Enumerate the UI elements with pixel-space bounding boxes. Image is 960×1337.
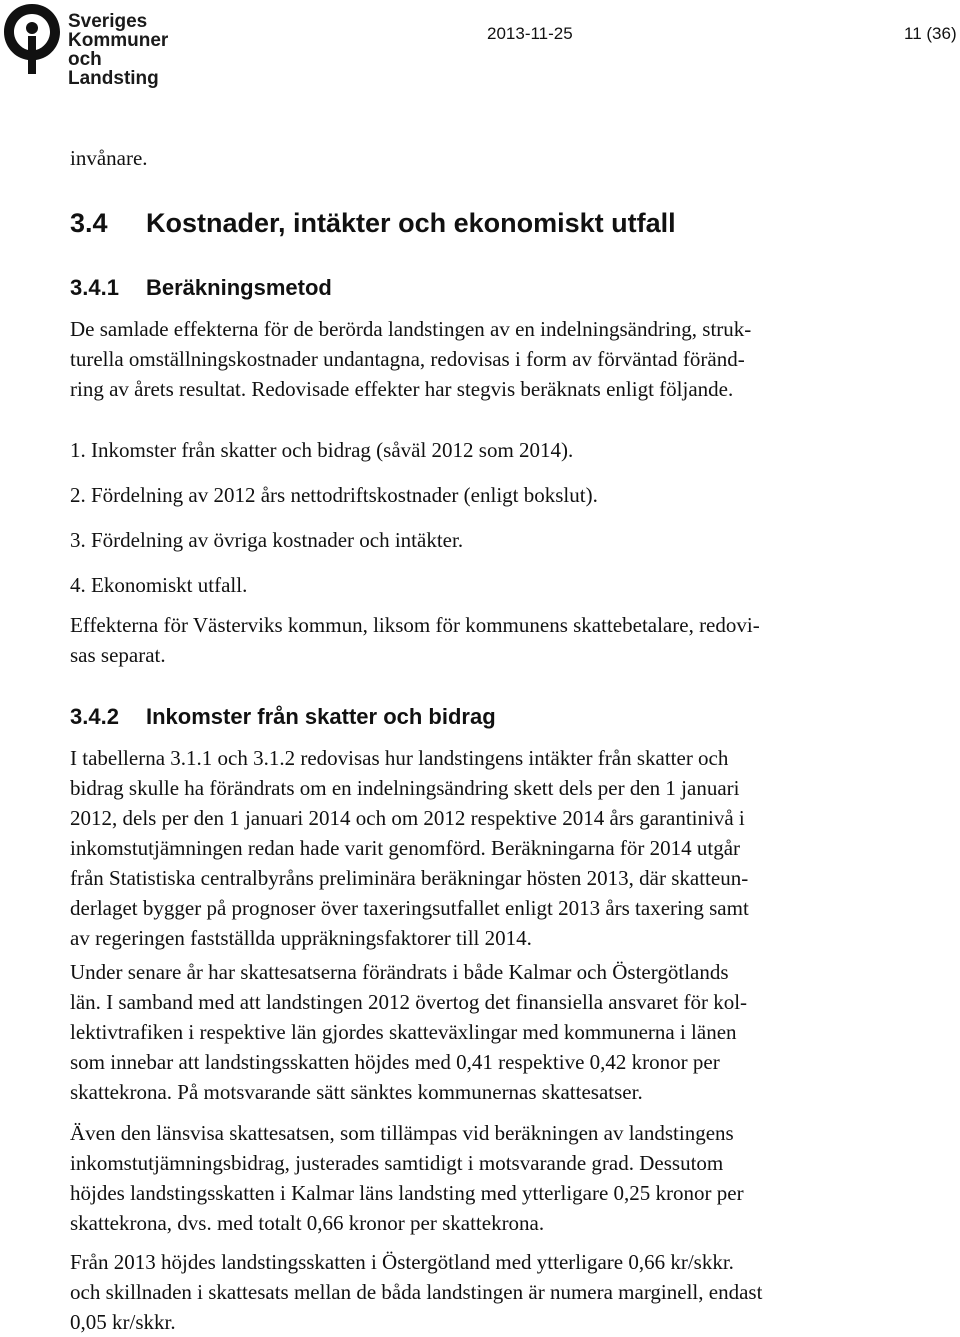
header-date: 2013-11-25 (487, 24, 573, 43)
skl-logo (2, 2, 182, 89)
paragraph-line: Även den länsvisa skattesatsen, som tillämpas vid beräkningen av landstingens (70, 1121, 734, 1145)
paragraph-line: Effekterna för Västerviks kommun, liksom för kommunens skattebetalare, redovi- (70, 613, 760, 637)
subsection-heading-1 (70, 274, 332, 302)
paragraph-line: inkomstutjämningen redan hade varit genomförd. Beräkningarna för 2014 utgår (70, 836, 741, 860)
paragraph-a (70, 743, 900, 953)
steps-list (70, 435, 900, 615)
logo-line-3: och Landsting (68, 49, 159, 89)
paragraph-line: I tabellerna 3.1.1 och 3.1.2 redovisas hur landstingens intäkter från skatter och (70, 746, 729, 770)
paragraph-line: län. I samband med att landstingen 2012 övertog det finansiella ansvaret för kol- (70, 990, 748, 1014)
logo-line-2: Kommuner (68, 30, 169, 51)
list-item (70, 480, 900, 510)
header-page-number: 11 (36) (904, 24, 957, 43)
paragraph-d (70, 1247, 900, 1337)
logo-text (68, 12, 182, 88)
list-item (70, 570, 900, 600)
list-item (70, 525, 900, 555)
subsection-2-title: Inkomster från skatter och bidrag (146, 704, 496, 729)
list-item-number: 2. (70, 483, 86, 507)
paragraph-line: lektivtrafiken i respektive län gjordes skatteväxlingar med kommunerna i länen (70, 1020, 737, 1044)
subsection-heading-2 (70, 703, 496, 731)
paragraph-line: inkomstutjämningsbidrag, justerades samtidigt i motsvarande grad. Dessutom (70, 1151, 724, 1175)
list-item-number: 3. (70, 528, 86, 552)
paragraph-line: Från 2013 höjdes landstingsskatten i Östergötland med ytterligare 0,66 kr/skkr. (70, 1250, 734, 1274)
list-item-number: 1. (70, 438, 86, 462)
paragraph-b (70, 957, 900, 1107)
list-item (70, 435, 900, 465)
skl-emblem-icon (2, 2, 64, 76)
paragraph-line: höjdes landstingsskatten i Kalmar läns landsting med ytterligare 0,25 kronor per (70, 1181, 744, 1205)
paragraph-line: skattekrona. På motsvarande sätt sänktes kommunernas skattesatser. (70, 1080, 643, 1104)
paragraph-line: derlaget bygger på prognoser över taxeringsutfallet enligt 2013 års taxering samt (70, 896, 749, 920)
section-heading (70, 207, 676, 239)
paragraph-line: som innebar att landstingsskatten höjdes med 0,41 respektive 0,42 kronor per (70, 1050, 720, 1074)
paragraph-line: och skillnaden i skattesats mellan de båda landstingen är numera marginell, endast (70, 1280, 763, 1304)
paragraph-line: 0,05 kr/skkr. (70, 1310, 176, 1334)
paragraph-line: bidrag skulle ha förändrats om en indelningsändring skett dels per den 1 januari (70, 776, 740, 800)
paragraph-line: De samlade effekterna för de berörda landstingen av en indelningsändring, struk- (70, 317, 752, 341)
paragraph-line: från Statistiska centralbyråns preliminära beräkningar hösten 2013, där skatteun- (70, 866, 749, 890)
paragraph-c (70, 1118, 900, 1238)
paragraph-line: skattekrona, dvs. med totalt 0,66 kronor per skattekrona. (70, 1211, 545, 1235)
section-number: 3.4 (70, 208, 108, 238)
list-item-text: Fördelning av övriga kostnader och intäkter. (91, 528, 464, 552)
list-item-text: Ekonomiskt utfall. (91, 573, 248, 597)
paragraph-line: Under senare år har skattesatserna förändrats i både Kalmar och Östergötlands (70, 960, 729, 984)
paragraph-line: turella omställningskostnader undantagna, redovisas i form av förväntad föränd- (70, 347, 745, 371)
method-paragraph (70, 314, 900, 404)
page-header (0, 0, 960, 89)
list-item-text: Fördelning av 2012 års nettodriftskostnader (enligt bokslut). (91, 483, 598, 507)
section-title: Kostnader, intäkter och ekonomiskt utfall (146, 208, 676, 238)
paragraph-line: 2012, dels per den 1 januari 2014 och om 2012 respektive 2014 års garantinivå i (70, 806, 745, 830)
intro-tail: invånare. (70, 146, 148, 170)
paragraph-line: sas separat. (70, 643, 166, 667)
effects-paragraph (70, 610, 900, 670)
subsection-1-title: Beräkningsmetod (146, 275, 332, 300)
list-item-text: Inkomster från skatter och bidrag (såväl 2012 som 2014). (91, 438, 574, 462)
paragraph-line: ring av årets resultat. Redovisade effekter har stegvis beräknats enligt följande. (70, 377, 734, 401)
subsection-2-number: 3.4.2 (70, 704, 119, 729)
logo-line-1: Sveriges (68, 11, 148, 32)
list-item-number: 4. (70, 573, 86, 597)
paragraph-line: av regeringen fastställda uppräkningsfaktorer till 2014. (70, 926, 532, 950)
subsection-1-number: 3.4.1 (70, 275, 119, 300)
